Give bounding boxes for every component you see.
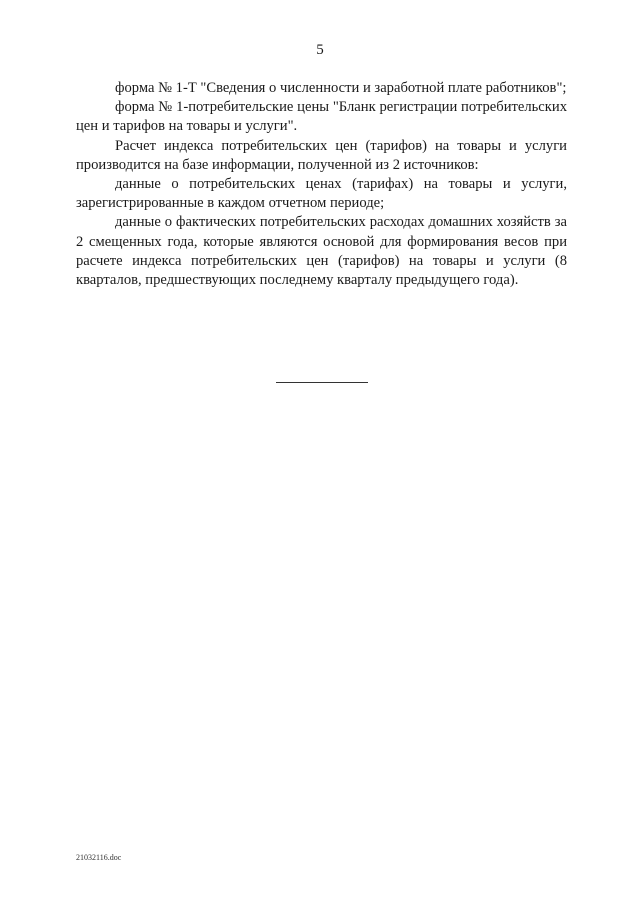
paragraph-form-1t: форма № 1-Т "Сведения о численности и заработной плате работников"; — [115, 80, 567, 96]
document-body — [76, 79, 567, 290]
end-separator-line — [276, 382, 368, 383]
paragraph-source-expenses: данные о фактических потребительских расходах домашних хозяйств за 2 смещенных года, которые являются основой для формирования весов при расчете индекса потребительских цен (тарифов) на товары и услуги (8 кварталов, предшествующих последнему кварталу предыдущего года). — [76, 214, 567, 289]
document-file-code: 21032116.doc — [76, 853, 122, 862]
paragraph-index-calculation: Расчет индекса потребительских цен (тарифов) на товары и услуги производится на базе информации, полученной из 2 источников: — [76, 137, 567, 173]
page-number: 5 — [316, 42, 324, 58]
paragraph-source-prices: данные о потребительских ценах (тарифах) на товары и услуги, зарегистрированные в каждом отчетном периоде; — [76, 176, 567, 212]
paragraph-form-1-prices: форма № 1-потребительские цены "Бланк регистрации потребительских цен и тарифов на товары и услуги". — [76, 99, 567, 135]
